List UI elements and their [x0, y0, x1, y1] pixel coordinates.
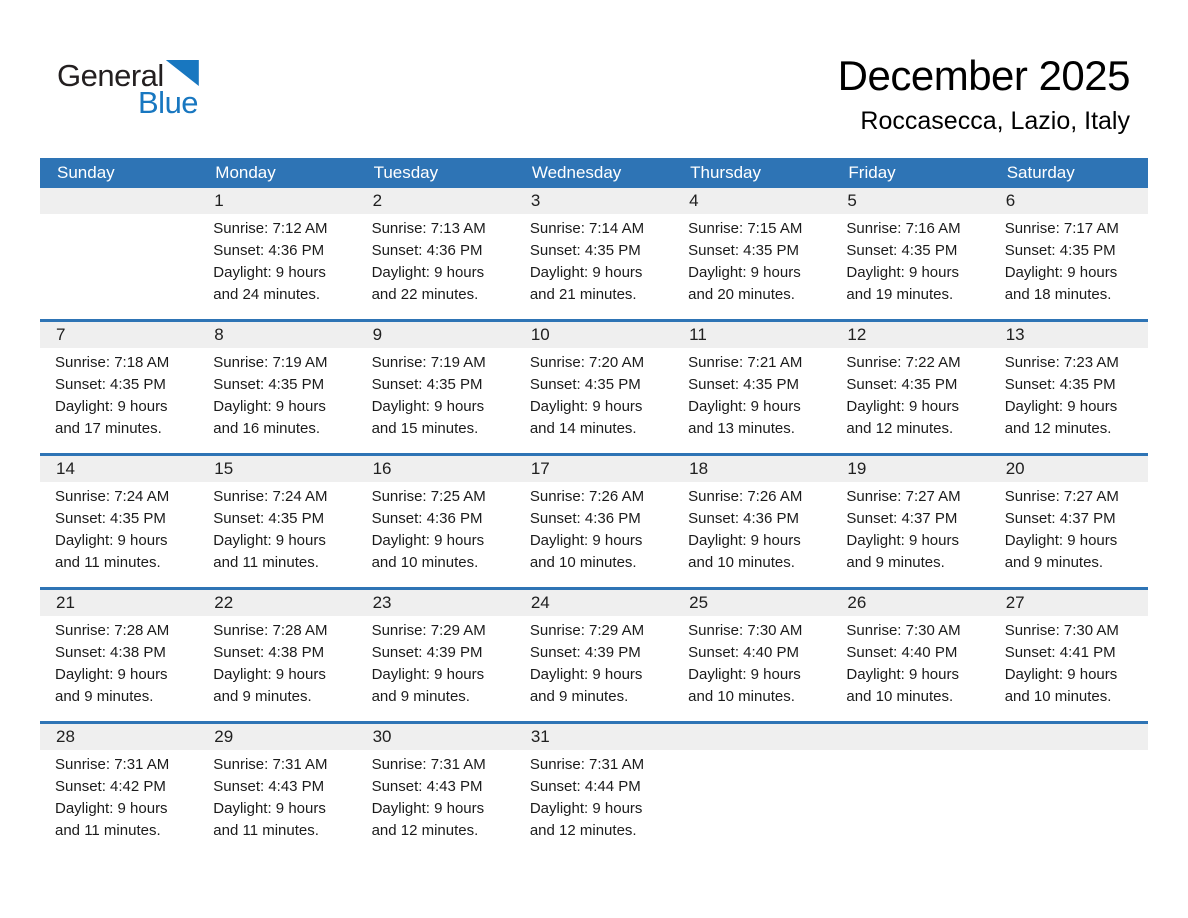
day-detail-line: Sunset: 4:38 PM — [55, 644, 166, 661]
day-detail-line: Daylight: 9 hours — [1004, 264, 1118, 281]
day-details — [831, 482, 989, 586]
day-number: 7 — [40, 322, 198, 348]
day-cell-17 — [515, 456, 673, 587]
empty-day-cell — [673, 724, 831, 855]
day-detail-line: and 20 minutes. — [688, 286, 795, 303]
day-details — [673, 348, 831, 452]
day-number: 23 — [357, 590, 515, 616]
day-cell-11 — [673, 322, 831, 453]
day-detail-line: Sunset: 4:37 PM — [846, 510, 958, 527]
calendar-weeks — [40, 188, 1148, 855]
day-cell-14 — [40, 456, 198, 587]
day-detail-line: Sunrise: 7:28 AM — [213, 622, 328, 639]
day-detail-line: Sunrise: 7:18 AM — [55, 354, 170, 371]
day-detail-line: Sunset: 4:35 PM — [529, 376, 641, 393]
day-number: 3 — [515, 188, 673, 214]
day-detail-line: and 14 minutes. — [529, 420, 637, 437]
day-details — [357, 750, 515, 854]
day-cell-20 — [990, 456, 1148, 587]
day-details — [673, 482, 831, 586]
page-subtitle: Roccasecca, Lazio, Italy — [860, 107, 1130, 135]
day-cell-18 — [673, 456, 831, 587]
day-detail-line: and 18 minutes. — [1004, 286, 1112, 303]
day-detail-line: Sunset: 4:40 PM — [688, 644, 800, 661]
day-detail-line: Daylight: 9 hours — [371, 666, 485, 683]
day-cell-3 — [515, 188, 673, 319]
day-detail-line: and 9 minutes. — [529, 688, 629, 705]
day-details — [673, 214, 831, 318]
day-detail-line: Sunrise: 7:31 AM — [371, 756, 486, 773]
day-detail-line: Daylight: 9 hours — [213, 666, 326, 683]
day-detail-line: and 12 minutes. — [529, 822, 637, 839]
day-number: 5 — [831, 188, 989, 214]
day-detail-line: Sunset: 4:35 PM — [55, 376, 166, 393]
day-details — [198, 616, 356, 720]
day-number: 16 — [357, 456, 515, 482]
day-details — [831, 214, 989, 318]
day-detail-line: Sunset: 4:35 PM — [213, 376, 325, 393]
day-details — [357, 482, 515, 586]
day-cell-19 — [831, 456, 989, 587]
day-detail-line: Sunset: 4:35 PM — [846, 376, 958, 393]
day-detail-line: and 16 minutes. — [213, 420, 321, 437]
day-detail-line: Daylight: 9 hours — [846, 398, 959, 415]
day-cell-22 — [198, 590, 356, 721]
day-details — [40, 482, 198, 586]
day-detail-line: Sunset: 4:41 PM — [1004, 644, 1116, 661]
day-detail-line: and 9 minutes. — [846, 554, 945, 571]
day-detail-line: Sunset: 4:36 PM — [213, 242, 325, 259]
day-detail-line: and 10 minutes. — [846, 688, 954, 705]
logo-triangle-icon — [166, 60, 199, 86]
day-number: 15 — [198, 456, 356, 482]
day-detail-line: Sunrise: 7:28 AM — [55, 622, 170, 639]
day-cell-6 — [990, 188, 1148, 319]
day-detail-line: Sunrise: 7:24 AM — [55, 488, 170, 505]
day-detail-line: Sunrise: 7:23 AM — [1004, 354, 1119, 371]
day-detail-line: and 10 minutes. — [1004, 688, 1112, 705]
day-detail-line: Sunrise: 7:21 AM — [688, 354, 803, 371]
day-details — [40, 750, 198, 854]
day-detail-line: Sunrise: 7:22 AM — [846, 354, 961, 371]
title-block — [838, 52, 1130, 136]
day-cell-2 — [357, 188, 515, 319]
day-number: 10 — [515, 322, 673, 348]
day-detail-line: Sunset: 4:43 PM — [371, 778, 483, 795]
day-details — [198, 750, 356, 854]
day-detail-line: Sunset: 4:43 PM — [213, 778, 325, 795]
day-details — [515, 348, 673, 452]
day-detail-line: Sunrise: 7:17 AM — [1004, 220, 1119, 237]
day-detail-line: Daylight: 9 hours — [55, 666, 168, 683]
day-detail-line: Daylight: 9 hours — [688, 264, 801, 281]
week-row — [40, 453, 1148, 587]
day-cell-10 — [515, 322, 673, 453]
day-detail-line: and 22 minutes. — [371, 286, 479, 303]
day-number: 11 — [673, 322, 831, 348]
day-cell-5 — [831, 188, 989, 319]
day-detail-line: Sunrise: 7:24 AM — [213, 488, 328, 505]
day-detail-line: Daylight: 9 hours — [371, 264, 485, 281]
day-detail-line: and 10 minutes. — [688, 688, 795, 705]
day-number: 4 — [673, 188, 831, 214]
day-detail-line: Daylight: 9 hours — [371, 800, 485, 817]
day-detail-line: and 11 minutes. — [55, 822, 161, 839]
day-number: 22 — [198, 590, 356, 616]
day-detail-line: Daylight: 9 hours — [1004, 666, 1118, 683]
day-cell-4 — [673, 188, 831, 319]
day-detail-line: Daylight: 9 hours — [55, 398, 168, 415]
day-detail-line: Sunset: 4:35 PM — [55, 510, 166, 527]
day-details — [357, 616, 515, 720]
day-detail-line: and 11 minutes. — [213, 822, 319, 839]
day-detail-line: Sunrise: 7:14 AM — [529, 220, 645, 237]
day-detail-line: and 24 minutes. — [213, 286, 321, 303]
day-detail-line: Sunrise: 7:30 AM — [688, 622, 803, 639]
day-detail-line: Sunset: 4:35 PM — [846, 242, 958, 259]
day-number: 24 — [515, 590, 673, 616]
day-number: 30 — [357, 724, 515, 750]
day-detail-line: Daylight: 9 hours — [55, 800, 168, 817]
day-number: 1 — [198, 188, 356, 214]
day-detail-line: Sunset: 4:44 PM — [529, 778, 641, 795]
day-detail-line: Sunrise: 7:29 AM — [371, 622, 486, 639]
day-details — [515, 214, 673, 318]
day-cell-29 — [198, 724, 356, 855]
day-detail-line: Daylight: 9 hours — [688, 532, 801, 549]
day-number: 12 — [831, 322, 989, 348]
page-title: December 2025 — [837, 52, 1130, 99]
day-detail-line: Sunset: 4:42 PM — [55, 778, 166, 795]
calendar-grid — [40, 158, 1148, 855]
day-details — [831, 616, 989, 720]
day-cell-26 — [831, 590, 989, 721]
day-detail-line: Sunrise: 7:19 AM — [213, 354, 328, 371]
week-row — [40, 319, 1148, 453]
day-details — [357, 348, 515, 452]
week-row — [40, 721, 1148, 855]
day-detail-line: and 11 minutes. — [213, 554, 319, 571]
day-details — [673, 616, 831, 720]
day-detail-line: Daylight: 9 hours — [213, 800, 326, 817]
day-cell-9 — [357, 322, 515, 453]
day-number: 13 — [990, 322, 1148, 348]
day-detail-line: Sunset: 4:35 PM — [688, 242, 800, 259]
day-detail-line: Sunset: 4:35 PM — [1004, 242, 1116, 259]
day-cell-21 — [40, 590, 198, 721]
day-detail-line: Daylight: 9 hours — [1004, 532, 1118, 549]
day-details — [40, 348, 198, 452]
day-cell-30 — [357, 724, 515, 855]
day-detail-line: Sunset: 4:35 PM — [371, 376, 483, 393]
day-cell-23 — [357, 590, 515, 721]
day-detail-line: Sunset: 4:36 PM — [371, 510, 483, 527]
day-details — [515, 750, 673, 854]
day-detail-line: and 12 minutes. — [371, 822, 479, 839]
day-details — [990, 616, 1148, 720]
day-detail-line: Sunset: 4:35 PM — [529, 242, 641, 259]
day-detail-line: and 13 minutes. — [688, 420, 795, 437]
day-detail-line: Daylight: 9 hours — [213, 264, 326, 281]
day-detail-line: Sunset: 4:39 PM — [529, 644, 641, 661]
day-details-empty — [40, 214, 198, 230]
day-number: 26 — [831, 590, 989, 616]
day-number: 21 — [40, 590, 198, 616]
day-detail-line: Sunrise: 7:31 AM — [529, 756, 645, 773]
day-cell-16 — [357, 456, 515, 587]
day-detail-line: Daylight: 9 hours — [529, 666, 643, 683]
weekday-header-row — [40, 158, 1148, 188]
day-cell-27 — [990, 590, 1148, 721]
day-detail-line: and 9 minutes. — [1004, 554, 1104, 571]
day-detail-line: and 12 minutes. — [846, 420, 954, 437]
day-detail-line: Sunrise: 7:31 AM — [213, 756, 328, 773]
day-cell-28 — [40, 724, 198, 855]
day-detail-line: Daylight: 9 hours — [846, 264, 959, 281]
day-detail-line: Daylight: 9 hours — [213, 532, 326, 549]
day-details — [40, 616, 198, 720]
day-detail-line: Sunrise: 7:27 AM — [846, 488, 961, 505]
day-number: 20 — [990, 456, 1148, 482]
day-detail-line: Daylight: 9 hours — [1004, 398, 1118, 415]
day-details-empty — [673, 750, 831, 766]
empty-day-cell — [990, 724, 1148, 855]
day-detail-line: Sunrise: 7:31 AM — [55, 756, 170, 773]
day-number: 29 — [198, 724, 356, 750]
day-details — [198, 482, 356, 586]
day-detail-line: Daylight: 9 hours — [688, 398, 801, 415]
day-detail-line: Sunset: 4:35 PM — [688, 376, 800, 393]
day-detail-line: Sunrise: 7:16 AM — [846, 220, 961, 237]
day-detail-line: and 11 minutes. — [55, 554, 161, 571]
weekday-saturday: Saturday — [1006, 163, 1075, 182]
day-detail-line: Sunrise: 7:26 AM — [529, 488, 645, 505]
logo-text-blue: Blue — [138, 85, 199, 120]
day-detail-line: Sunset: 4:36 PM — [371, 242, 483, 259]
day-detail-line: Sunrise: 7:13 AM — [371, 220, 486, 237]
day-detail-line: Daylight: 9 hours — [371, 398, 485, 415]
day-detail-line: Sunrise: 7:29 AM — [529, 622, 645, 639]
day-number-empty — [990, 724, 1148, 750]
day-cell-13 — [990, 322, 1148, 453]
weekday-monday: Monday — [215, 163, 276, 182]
day-details — [198, 214, 356, 318]
day-detail-line: Daylight: 9 hours — [529, 800, 643, 817]
day-detail-line: and 21 minutes. — [529, 286, 637, 303]
day-number: 17 — [515, 456, 673, 482]
day-cell-24 — [515, 590, 673, 721]
empty-day-cell — [831, 724, 989, 855]
weekday-tuesday: Tuesday — [373, 163, 439, 182]
day-detail-line: Sunrise: 7:30 AM — [846, 622, 961, 639]
day-detail-line: Sunset: 4:40 PM — [846, 644, 958, 661]
day-details — [990, 482, 1148, 586]
day-details — [357, 214, 515, 318]
day-cell-25 — [673, 590, 831, 721]
day-details — [831, 348, 989, 452]
day-detail-line: Sunset: 4:36 PM — [529, 510, 641, 527]
day-detail-line: Sunset: 4:36 PM — [688, 510, 800, 527]
day-detail-line: and 9 minutes. — [55, 688, 154, 705]
day-number-empty — [673, 724, 831, 750]
day-detail-line: Sunrise: 7:26 AM — [688, 488, 803, 505]
day-cell-31 — [515, 724, 673, 855]
day-number: 18 — [673, 456, 831, 482]
day-details — [990, 214, 1148, 318]
day-number: 8 — [198, 322, 356, 348]
day-number: 14 — [40, 456, 198, 482]
day-detail-line: and 12 minutes. — [1004, 420, 1112, 437]
day-number: 19 — [831, 456, 989, 482]
day-details-empty — [831, 750, 989, 766]
day-detail-line: Sunrise: 7:15 AM — [688, 220, 803, 237]
day-cell-1 — [198, 188, 356, 319]
weekday-thursday: Thursday — [690, 163, 762, 182]
logo-text-general: General — [57, 58, 164, 93]
page-header — [0, 0, 1188, 158]
day-number-empty — [831, 724, 989, 750]
day-cell-15 — [198, 456, 356, 587]
day-detail-line: Sunset: 4:35 PM — [213, 510, 325, 527]
day-detail-line: Sunset: 4:39 PM — [371, 644, 483, 661]
day-detail-line: Sunset: 4:38 PM — [213, 644, 325, 661]
day-cell-7 — [40, 322, 198, 453]
day-number: 28 — [40, 724, 198, 750]
day-detail-line: Sunrise: 7:20 AM — [529, 354, 645, 371]
day-detail-line: and 17 minutes. — [55, 420, 162, 437]
day-detail-line: and 10 minutes. — [688, 554, 795, 571]
day-detail-line: Sunrise: 7:12 AM — [213, 220, 328, 237]
day-cell-8 — [198, 322, 356, 453]
day-detail-line: Sunrise: 7:30 AM — [1004, 622, 1119, 639]
day-detail-line: and 19 minutes. — [846, 286, 954, 303]
day-details — [515, 616, 673, 720]
day-detail-line: Sunset: 4:37 PM — [1004, 510, 1116, 527]
day-details — [990, 348, 1148, 452]
day-number-empty — [40, 188, 198, 214]
day-cell-12 — [831, 322, 989, 453]
day-details-empty — [990, 750, 1148, 766]
empty-day-cell — [40, 188, 198, 319]
day-detail-line: Daylight: 9 hours — [529, 398, 643, 415]
day-detail-line: and 9 minutes. — [371, 688, 470, 705]
general-blue-logo — [57, 60, 199, 118]
day-detail-line: Daylight: 9 hours — [213, 398, 326, 415]
day-number: 9 — [357, 322, 515, 348]
week-row — [40, 587, 1148, 721]
day-detail-line: and 15 minutes. — [371, 420, 479, 437]
day-detail-line: Sunrise: 7:19 AM — [371, 354, 486, 371]
week-row — [40, 188, 1148, 319]
day-detail-line: Daylight: 9 hours — [529, 264, 643, 281]
day-number: 25 — [673, 590, 831, 616]
day-detail-line: Daylight: 9 hours — [529, 532, 643, 549]
day-detail-line: Sunrise: 7:27 AM — [1004, 488, 1119, 505]
day-detail-line: Daylight: 9 hours — [371, 532, 485, 549]
day-detail-line: and 9 minutes. — [213, 688, 312, 705]
weekday-wednesday: Wednesday — [531, 163, 622, 182]
day-number: 2 — [357, 188, 515, 214]
day-detail-line: Sunrise: 7:25 AM — [371, 488, 486, 505]
day-number: 27 — [990, 590, 1148, 616]
day-detail-line: Daylight: 9 hours — [688, 666, 801, 683]
day-details — [198, 348, 356, 452]
day-number: 31 — [515, 724, 673, 750]
day-detail-line: and 10 minutes. — [529, 554, 637, 571]
weekday-friday: Friday — [848, 163, 896, 182]
day-detail-line: and 10 minutes. — [371, 554, 479, 571]
day-number: 6 — [990, 188, 1148, 214]
day-detail-line: Daylight: 9 hours — [55, 532, 168, 549]
day-detail-line: Daylight: 9 hours — [846, 532, 959, 549]
day-details — [515, 482, 673, 586]
day-detail-line: Daylight: 9 hours — [846, 666, 959, 683]
day-detail-line: Sunset: 4:35 PM — [1004, 376, 1116, 393]
weekday-sunday: Sunday — [57, 163, 115, 182]
